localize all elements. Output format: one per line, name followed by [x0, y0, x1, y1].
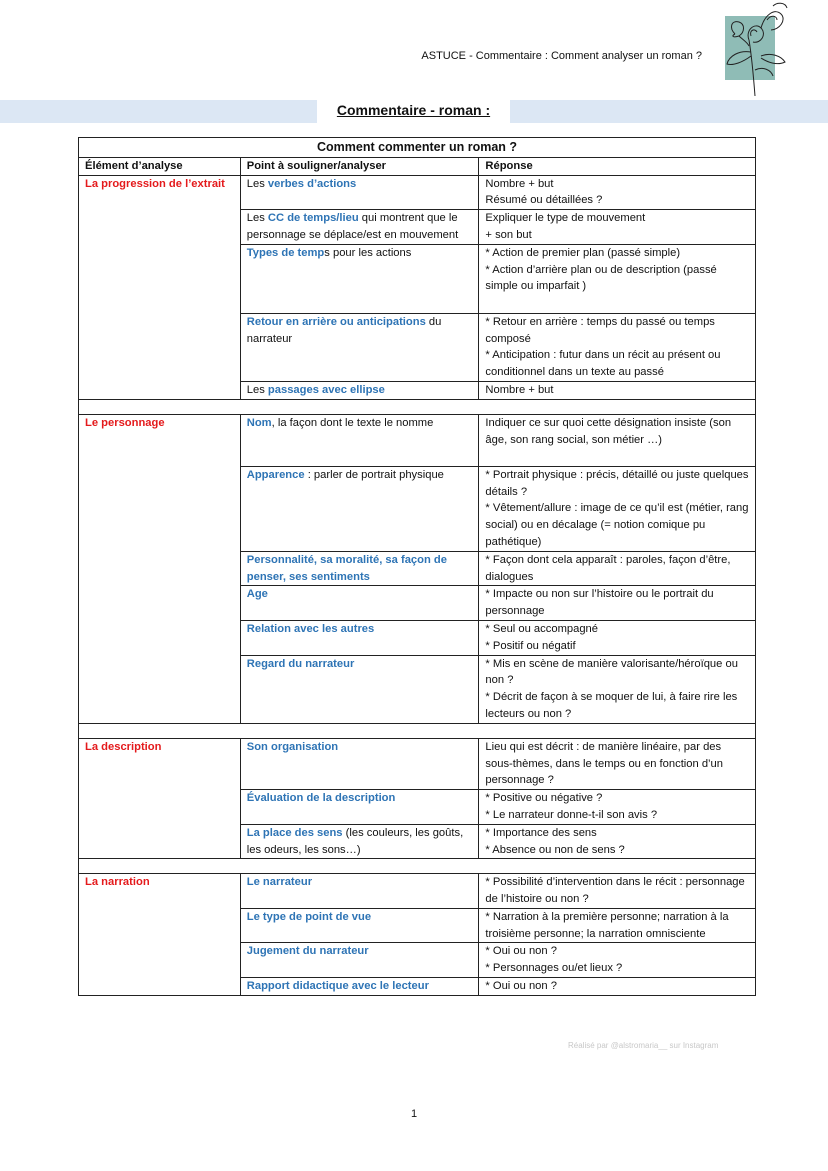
response-cell: * Possibilité d’intervention dans le récit : personnage de l’histoire ou non ? [479, 874, 756, 909]
point-cell: Regard du narrateur [240, 655, 479, 723]
point-cell: Évaluation de la description [240, 790, 479, 825]
table-row [79, 414, 756, 466]
table-row [79, 175, 756, 210]
response-cell: * Oui ou non ? [479, 978, 756, 996]
response-cell: * Seul ou accompagné * Positif ou négatif [479, 620, 756, 655]
response-cell: * Portrait physique : précis, détaillé ou juste quelques détails ? * Vêtement/allure : image de ce qu’il est (métier, rang social) ou en décalage (= notion comique pu pathétique) [479, 466, 756, 551]
column-header-point: Point à souligner/analyser [240, 157, 479, 175]
response-cell: * Façon dont cela apparaît : paroles, façon d’être, dialogues [479, 551, 756, 586]
header-text: ASTUCE - Commentaire : Comment analyser un roman ? [421, 50, 702, 62]
point-cell: Les passages avec ellipse [240, 381, 479, 399]
response-cell: * Narration à la première personne; narration à la troisième personne; la narration omnisciente [479, 908, 756, 943]
point-cell: Types de temps pour les actions [240, 244, 479, 313]
response-cell: * Action de premier plan (passé simple) * Action d’arrière plan ou de description (passé simple ou imparfait ) [479, 244, 756, 313]
point-cell: Apparence : parler de portrait physique [240, 466, 479, 551]
table-row [79, 874, 756, 909]
point-cell: Age [240, 586, 479, 621]
response-cell: Lieu qui est décrit : de manière linéaire, par des sous-thèmes, dans le temps ou en fonction d’un personnage ? [479, 738, 756, 789]
section-label-personnage: Le personnage [79, 414, 241, 723]
point-cell: Son organisation [240, 738, 479, 789]
section-label-narration: La narration [79, 874, 241, 996]
response-cell: * Importance des sens * Absence ou non de sens ? [479, 824, 756, 859]
response-cell: * Positive ou négative ? * Le narrateur donne-t-il son avis ? [479, 790, 756, 825]
response-cell: Nombre + but [479, 381, 756, 399]
response-cell: Expliquer le type de mouvement + son but [479, 210, 756, 245]
title-band-right [510, 100, 828, 123]
point-cell: Jugement du narrateur [240, 943, 479, 978]
point-cell: Retour en arrière ou anticipations du narrateur [240, 313, 479, 381]
point-cell: Nom, la façon dont le texte le nomme [240, 414, 479, 466]
response-cell: Nombre + but Résumé ou détaillées ? [479, 175, 756, 210]
point-cell: Les CC de temps/lieu qui montrent que le personnage se déplace/est en mouvement [240, 210, 479, 245]
response-cell: * Oui ou non ? * Personnages ou/et lieux ? [479, 943, 756, 978]
point-cell: Les verbes d’actions [240, 175, 479, 210]
section-label-progression: La progression de l’extrait [79, 175, 241, 399]
page-title: Commentaire - roman : [336, 102, 491, 118]
point-cell: Le narrateur [240, 874, 479, 909]
section-label-description: La description [79, 738, 241, 859]
response-cell: Indiquer ce sur quoi cette désignation insiste (son âge, son rang social, son métier …) [479, 414, 756, 466]
point-cell: Relation avec les autres [240, 620, 479, 655]
column-header-element: Élément d’analyse [79, 157, 241, 175]
point-cell: Le type de point de vue [240, 908, 479, 943]
spacer-row [79, 859, 756, 874]
title-band-left [0, 100, 317, 123]
table-row [79, 738, 756, 789]
flower-illustration [715, 0, 795, 98]
spacer-row [79, 399, 756, 414]
column-header-response: Réponse [479, 157, 756, 175]
spacer-row [79, 723, 756, 738]
point-cell: Personnalité, sa moralité, sa façon de penser, ses sentiments [240, 551, 479, 586]
point-cell: La place des sens (les couleurs, les goûts, les odeurs, les sons…) [240, 824, 479, 859]
footer-credit: Réalisé par @alstromaria__ sur Instagram [568, 1041, 719, 1050]
table-title: Comment commenter un roman ? [79, 138, 756, 158]
response-cell: * Retour en arrière : temps du passé ou temps composé * Anticipation : futur dans un récit au présent ou conditionnel dans un texte au passé [479, 313, 756, 381]
page-number: 1 [410, 1108, 418, 1120]
point-cell: Rapport didactique avec le lecteur [240, 978, 479, 996]
response-cell: * Mis en scène de manière valorisante/héroïque ou non ? * Décrit de façon à se moquer de lui, à faire rire les lecteurs ou non ? [479, 655, 756, 723]
analysis-table [78, 137, 756, 996]
response-cell: * Impacte ou non sur l’histoire ou le portrait du personnage [479, 586, 756, 621]
